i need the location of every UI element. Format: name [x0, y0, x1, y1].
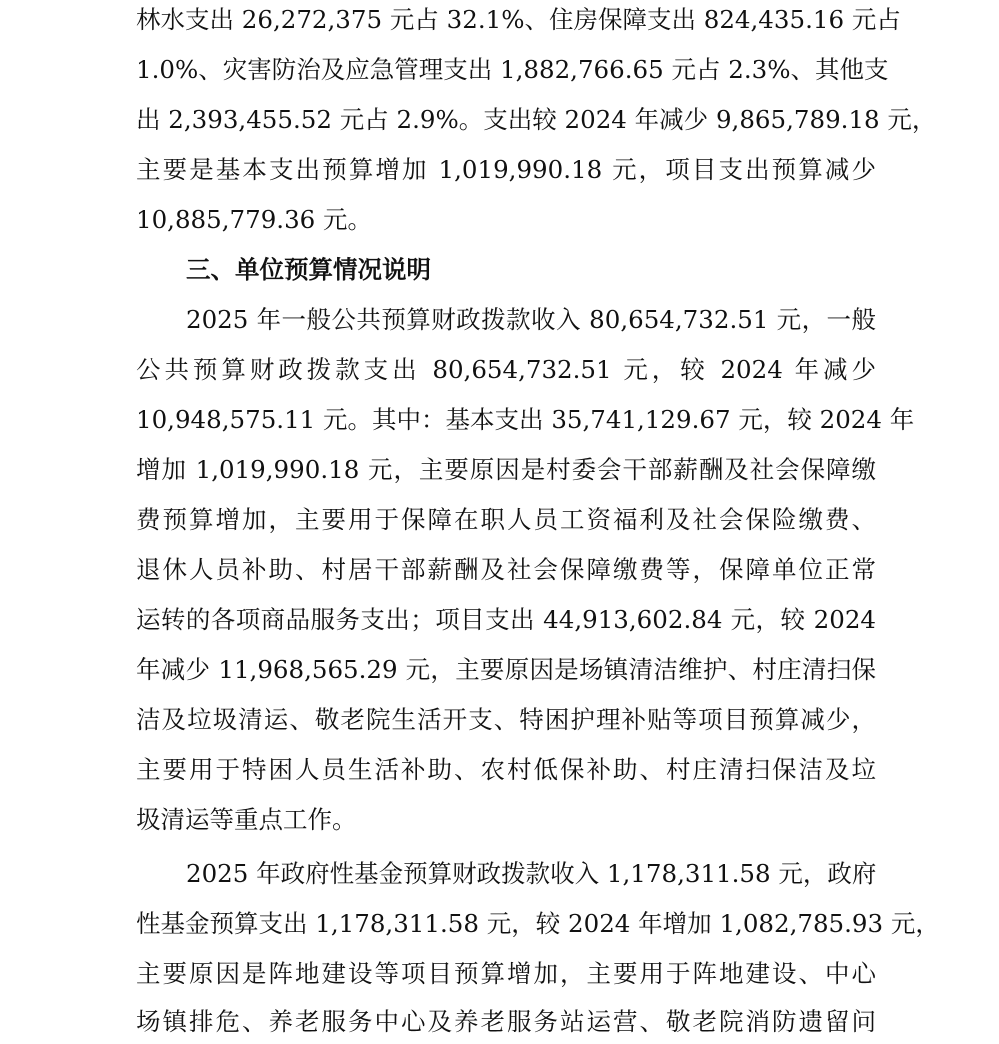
text-line: 退休人员补助、村居干部薪酬及社会保障缴费等，保障单位正常: [136, 555, 876, 584]
text-line: 主要原因是阵地建设等项目预算增加，主要用于阵地建设、中心: [136, 959, 876, 988]
text-line: 10,885,779.36 元。: [136, 205, 373, 234]
text-line: 性基金预算支出 1,178,311.58 元，较 2024 年增加 1,082,785.93 元，: [136, 909, 940, 938]
text-line: 增加 1,019,990.18 元，主要原因是村委会干部薪酬及社会保障缴: [136, 455, 876, 484]
text-line: 圾清运等重点工作。: [136, 805, 357, 834]
text-line: 年减少 11,968,565.29 元，主要原因是场镇清洁维护、村庄清扫保: [136, 655, 876, 684]
text-line: 10,948,575.11 元。其中：基本支出 35,741,129.67 元，较 2024 年: [136, 405, 915, 434]
text-line: 出 2,393,455.52 元占 2.9%。支出较 2024 年减少 9,865,789.18 元，: [136, 105, 937, 134]
section-heading: 三、单位预算情况说明: [186, 255, 431, 284]
text-line: 费预算增加，主要用于保障在职人员工资福利及社会保险缴费、: [136, 505, 876, 534]
text-line: 1.0%、灾害防治及应急管理支出 1,882,766.65 元占 2.3%、其他支: [136, 55, 889, 84]
text-line: 主要用于特困人员生活补助、农村低保补助、村庄清扫保洁及垃: [136, 755, 876, 784]
text-line: 洁及垃圾清运、敬老院生活开支、特困护理补贴等项目预算减少，: [136, 705, 876, 734]
text-line: 场镇排危、养老服务中心及养老服务站运营、敬老院消防遗留问: [136, 1007, 876, 1036]
text-line: 2025 年政府性基金预算财政拨款收入 1,178,311.58 元，政府: [186, 859, 877, 888]
text-line: 公共预算财政拨款支出 80,654,732.51 元，较 2024 年减少: [136, 355, 876, 384]
text-line: 主要是基本支出预算增加 1,019,990.18 元，项目支出预算减少: [136, 155, 876, 184]
text-line: 林水支出 26,272,375 元占 32.1%、住房保障支出 824,435.16 元占: [136, 5, 901, 34]
text-line: 2025 年一般公共预算财政拨款收入 80,654,732.51 元，一般: [186, 305, 876, 334]
text-line: 运转的各项商品服务支出；项目支出 44,913,602.84 元，较 2024: [136, 605, 876, 634]
